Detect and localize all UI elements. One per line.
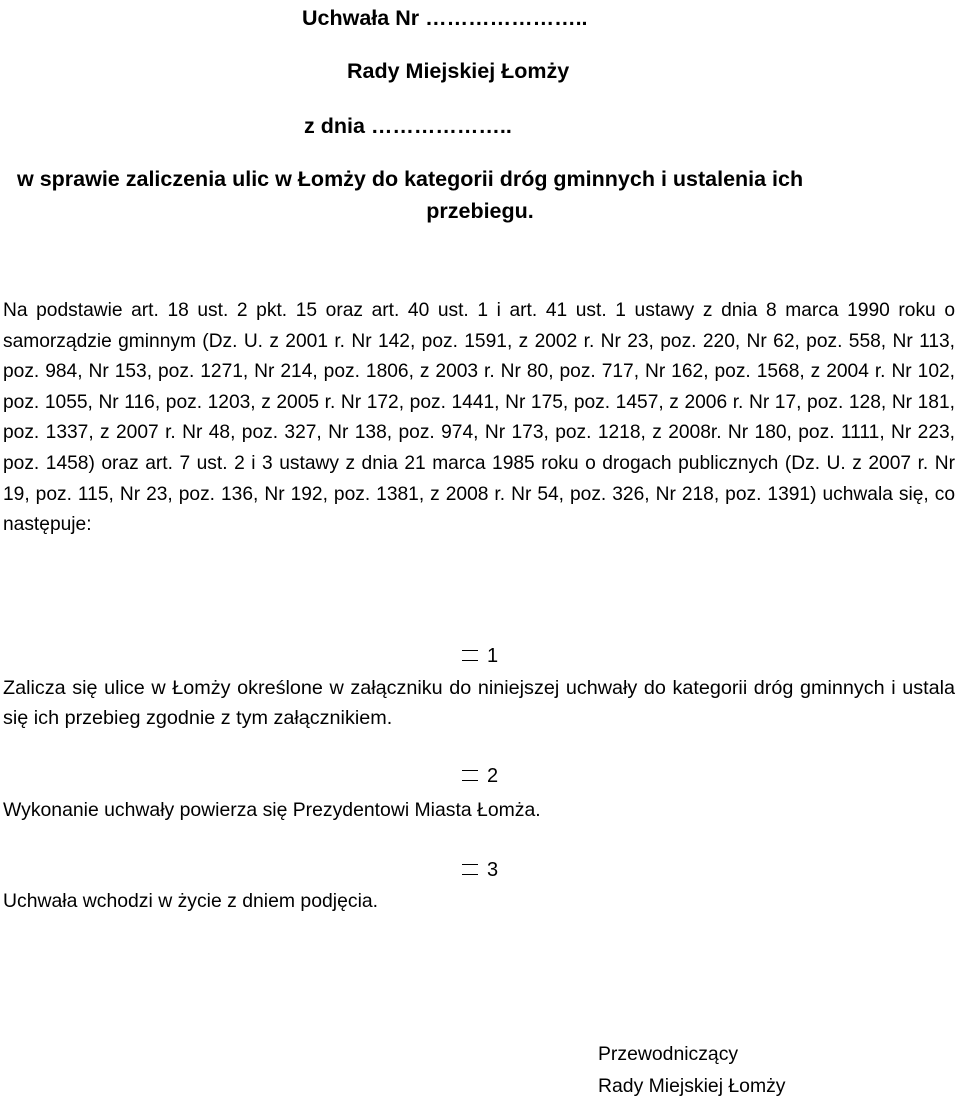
resolution-title: Uchwała Nr ………………….. [302,6,588,30]
section-2-heading [462,764,498,788]
section-1-text: Zalicza się ulice w Łomży określone w załączniku do niniejszej uchwały do kategorii dróg gminnych i ustala się ich przebieg zgodnie z tym załącznikiem. [3,677,955,729]
resolution-subject-line-2: przebiegu. [426,199,534,223]
section-sign-icon [462,645,478,665]
resolution-subject-line-1: w sprawie zaliczenia ulic w Łomży do kategorii dróg gminnych i ustalenia ich [17,167,804,191]
resolution-date: z dnia ……………….. [304,114,512,138]
section-3-number: 3 [487,859,499,881]
section-2-text: Wykonanie uchwały powierza się Prezydentowi Miasta Łomża. [3,799,541,821]
section-1-heading [462,644,498,668]
section-1-number: 1 [487,645,499,667]
section-sign-icon [462,765,478,785]
council-name: Rady Miejskiej Łomży [347,59,570,83]
section-sign-icon [462,859,478,879]
legal-basis-paragraph: Na podstawie art. 18 ust. 2 pkt. 15 oraz art. 40 ust. 1 i art. 41 ust. 1 ustawy z dnia 8 marca 1990 roku o samorządzie gminnym (Dz. U. z 2001 r. Nr 142, poz. 1591, z 2002 r. Nr 23, poz. 220, Nr 62, poz. 558, Nr 113, poz. 984, Nr 153, poz. 1271, Nr 214, poz. 1806, z 2003 r. Nr 80, poz. 717, Nr 162, poz. 1568, z 2004 r. Nr 102, poz. 1055, Nr 116, poz. 1203, z 2005 r. Nr 172, poz. 1441, Nr 175, poz. 1457, z 2006 r. Nr 17, poz. 128, Nr 181, poz. 1337, z 2007 r. Nr 48, poz. 327, Nr 138, poz. 974, Nr 173, poz. 1218, z 2008r. Nr 180, poz. 1111, Nr 223, poz. 1458) oraz art. 7 ust. 2 i 3 ustawy z dnia 21 marca 1985 roku o drogach publicznych (Dz. U. z 2007 r. Nr 19, poz. 115, Nr 23, poz. 136, Nr 192, poz. 1381, z 2008 r. Nr 54, poz. 326, Nr 218, poz. 1391) uchwala się, co następuje: [3,300,955,536]
section-2-number: 2 [487,765,499,787]
section-3-text: Uchwała wchodzi w życie z dniem podjęcia. [3,890,379,912]
signature-body: Rady Miejskiej Łomży [598,1075,786,1097]
signature-title: Przewodniczący [598,1043,739,1065]
section-3-heading [462,858,498,882]
